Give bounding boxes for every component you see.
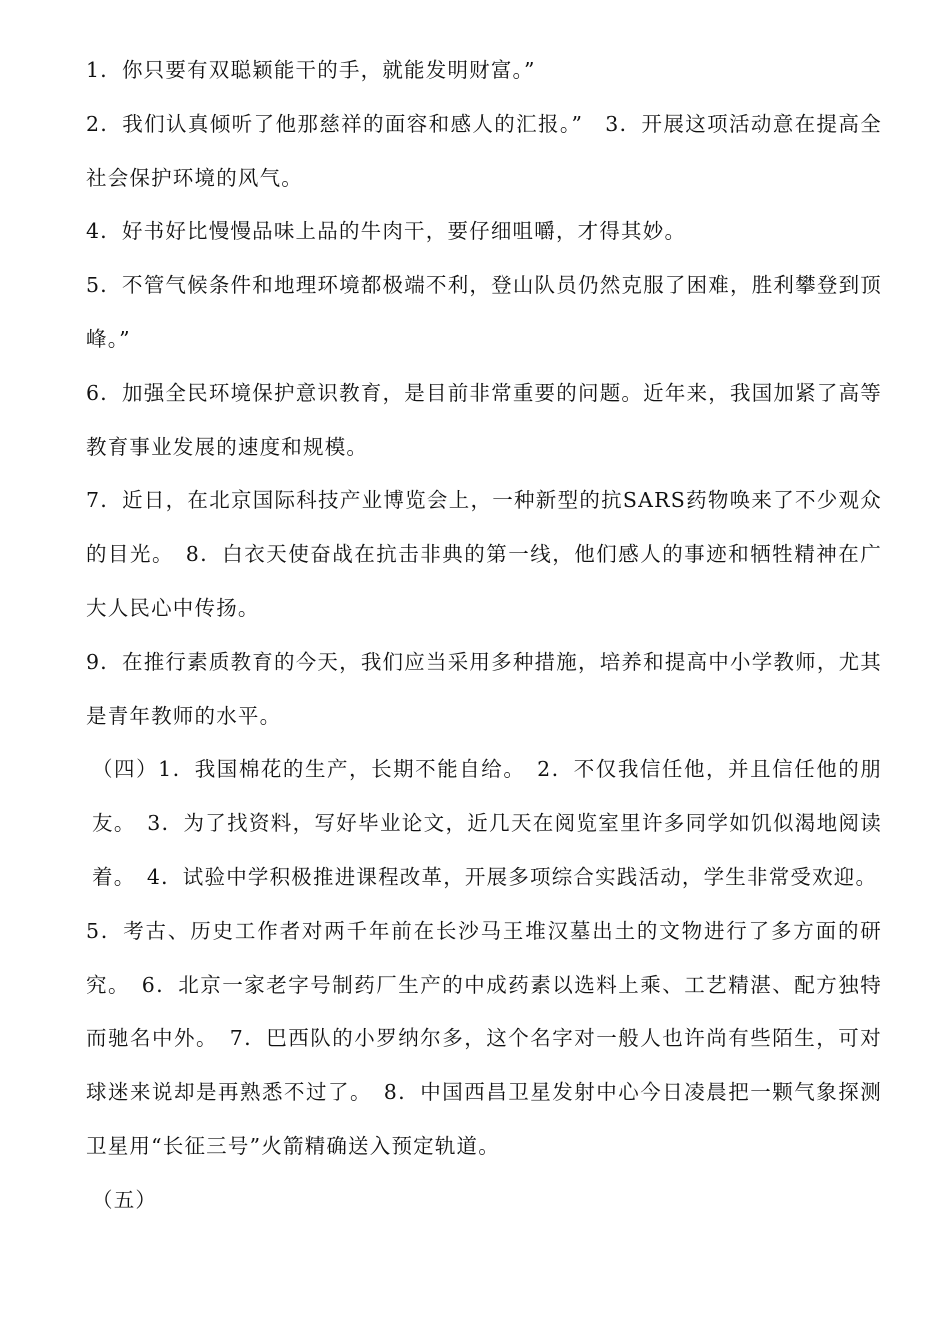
section-four-paragraph: （四）1．我国棉花的生产，长期不能自给。 2．不仅我信任他，并且信任他的朋友。 3．为了找资料，写好毕业论文，近几天在阅览室里许多同学如饥似渴地阅读着。 4．试验中学积极推进课程改革，开展多项综合实践活动，学生非常受欢迎。 xyxy=(92,757,882,889)
paragraph-4: 4．好书好比慢慢品味上品的牛肉干，要仔细咀嚼，才得其妙。 xyxy=(86,219,687,244)
paragraph-7: 7．近日，在北京国际科技产业博览会上，一种新型的抗SARS药物唤来了不少观众的目光。 8．白衣天使奋战在抗击非典的第一线，他们感人的事迹和牺牲精神在广大人民心中传扬。 xyxy=(86,488,882,620)
section-four-continued-paragraph: 5．考古、历史工作者对两千年前在长沙马王堆汉墓出土的文物进行了多方面的研究。 6．北京一家老字号制药厂生产的中成药素以选料上乘、工艺精湛、配方独特而驰名中外。 7．巴西队的小罗纳尔多，这个名字对一般人也许尚有些陌生，可对球迷来说却是再熟悉不过了。 8．中国西昌卫星发射中心今日凌晨把一颗气象探测卫星用“长征三号”火箭精确送入预定轨道。 xyxy=(86,918,882,1158)
paragraph-9: 9．在推行素质教育的今天，我们应当采用多种措施，培养和提高中小学教师，尤其是青年教师的水平。 xyxy=(86,649,882,728)
paragraph-6: 6．加强全民环境保护意识教育，是目前非常重要的问题。近年来，我国加紧了高等教育事业发展的速度和规模。 xyxy=(86,380,882,459)
section-five-heading: （五） xyxy=(92,1187,158,1212)
paragraph-1: 1．你只要有双聪颖能干的手，就能发明财富。” xyxy=(86,58,536,82)
paragraph-2: 2．我们认真倾听了他那慈祥的面容和感人的汇报。” 3．开展这项活动意在提高全社会保护环境的风气。 xyxy=(86,111,882,190)
paragraph-5: 5．不管气候条件和地理环境都极端不利，登山队员仍然克服了困难，胜利攀登到顶峰。” xyxy=(86,273,882,351)
document-body xyxy=(86,44,882,1228)
